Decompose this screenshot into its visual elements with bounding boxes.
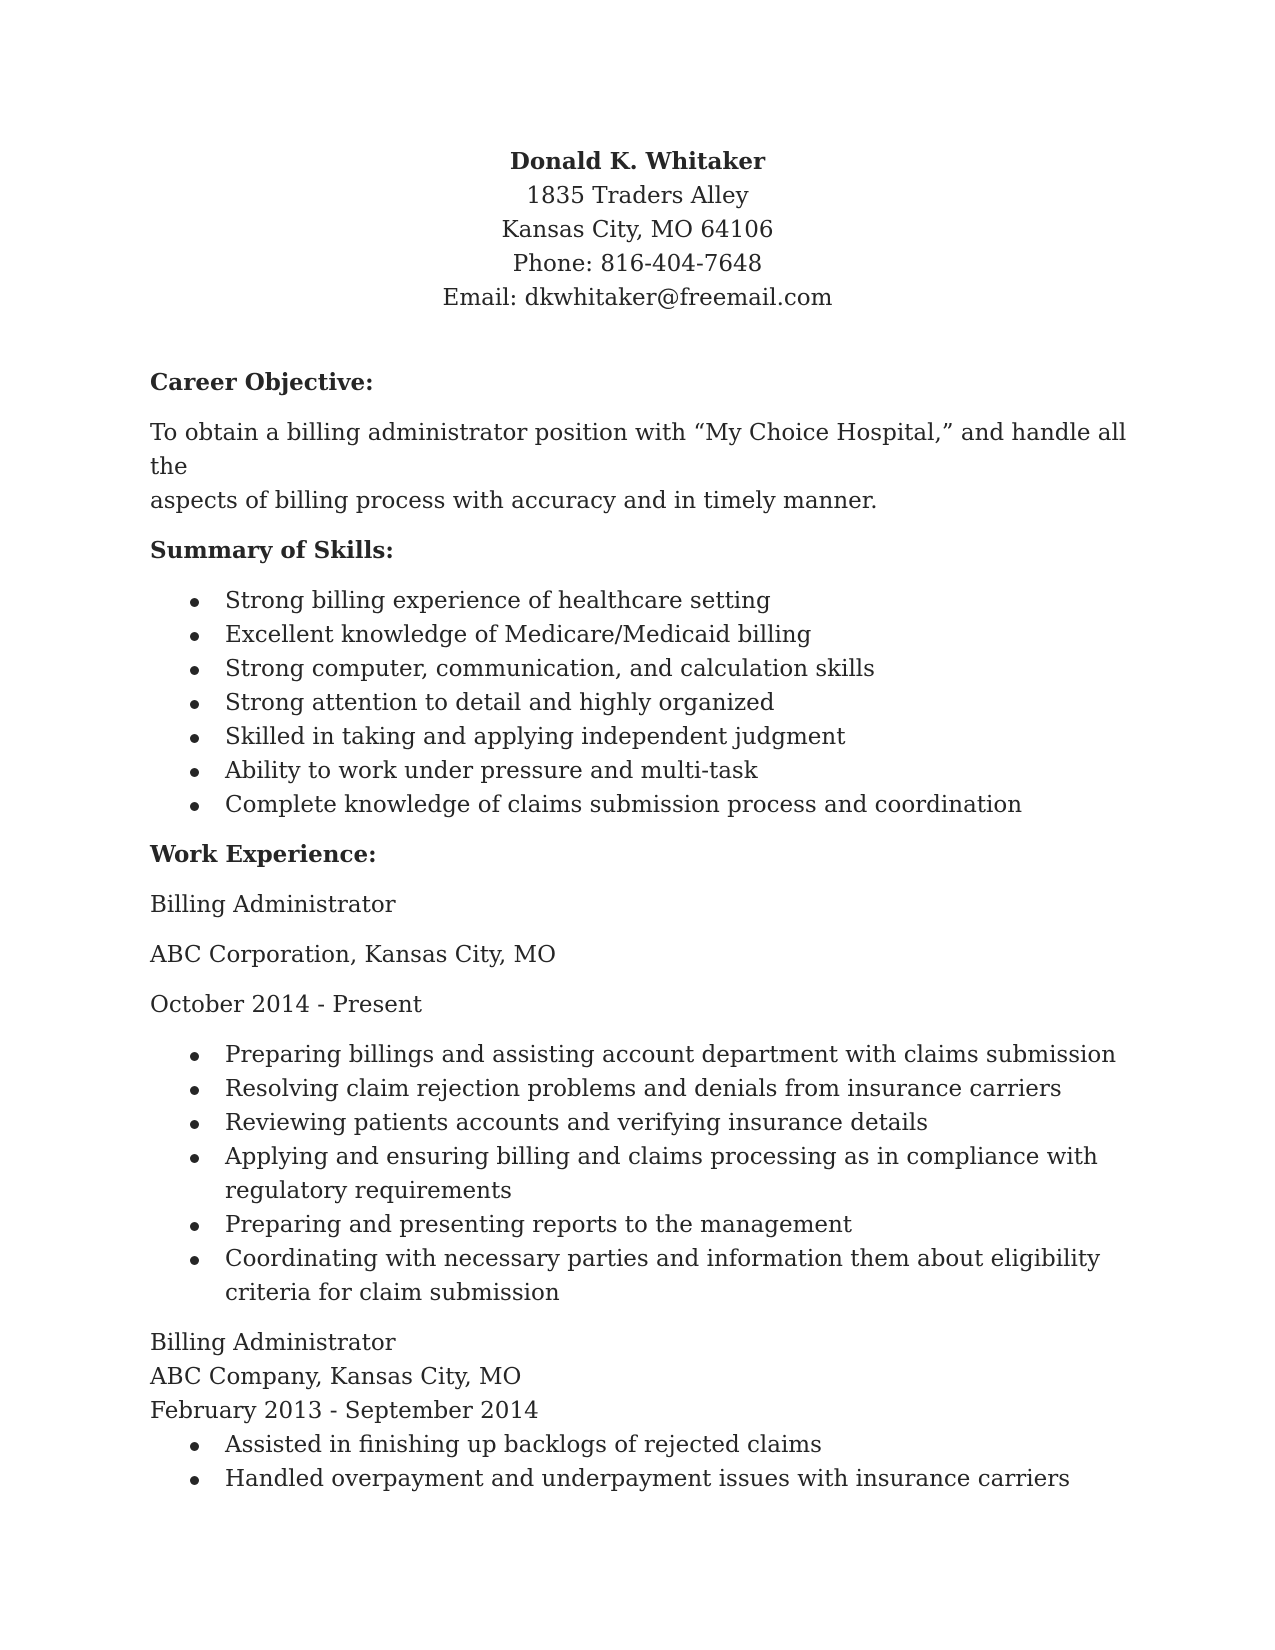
list-item: Assisted in finishing up backlogs of rejected claims: [150, 1428, 1130, 1462]
job-1-role: Billing Administrator: [150, 892, 396, 918]
bullet-icon: [190, 666, 199, 675]
bullet-icon: [190, 1222, 199, 1231]
skills-heading: Summary of Skills:: [150, 537, 394, 564]
contact-header: [0, 145, 1275, 315]
list-item: Applying and ensuring billing and claims processing as in compliance with regulatory requirements: [150, 1140, 1130, 1208]
career-objective-heading: Career Objective:: [150, 369, 374, 396]
list-item: Complete knowledge of claims submission process and coordination: [150, 788, 1130, 822]
bullet-icon: [190, 1442, 199, 1451]
list-item: Coordinating with necessary parties and information them about eligibility criteria for claim submission: [150, 1242, 1130, 1310]
bullet-icon: [190, 734, 199, 743]
job-2-dates: February 2013 - September 2014: [150, 1398, 539, 1424]
list-item: Resolving claim rejection problems and denials from insurance carriers: [150, 1072, 1130, 1106]
bullet-icon: [190, 598, 199, 607]
bullet-icon: [190, 1256, 199, 1265]
list-item: Ability to work under pressure and multi-task: [150, 754, 1130, 788]
list-item: Reviewing patients accounts and verifying insurance details: [150, 1106, 1130, 1140]
list-item: Strong billing experience of healthcare setting: [150, 584, 1130, 618]
career-objective-line-1: To obtain a billing administrator position with “My Choice Hospital,” and handle all the: [150, 420, 1127, 480]
applicant-name: Donald K. Whitaker: [509, 148, 766, 175]
phone-number: Phone: 816-404-7648: [512, 251, 763, 277]
resume-body: [150, 366, 1130, 1496]
list-item: Strong computer, communication, and calculation skills: [150, 652, 1130, 686]
bullet-icon: [190, 632, 199, 641]
list-item: Preparing billings and assisting account department with claims submission: [150, 1038, 1130, 1072]
bullet-icon: [190, 700, 199, 709]
list-item: Excellent knowledge of Medicare/Medicaid billing: [150, 618, 1130, 652]
list-item: Skilled in taking and applying independent judgment: [150, 720, 1130, 754]
job-2-role: Billing Administrator: [150, 1330, 396, 1356]
bullet-icon: [190, 802, 199, 811]
bullet-icon: [190, 1120, 199, 1129]
bullet-icon: [190, 768, 199, 777]
list-item: Strong attention to detail and highly organized: [150, 686, 1130, 720]
work-experience-heading: Work Experience:: [150, 841, 377, 868]
job-1-duties: [150, 1038, 1130, 1310]
job-1-dates: October 2014 - Present: [150, 992, 422, 1018]
address-line-2: Kansas City, MO 64106: [501, 217, 774, 243]
job-2-company: ABC Company, Kansas City, MO: [150, 1364, 522, 1390]
job-1-company: ABC Corporation, Kansas City, MO: [150, 942, 556, 968]
bullet-icon: [190, 1476, 199, 1485]
address-line-1: 1835 Traders Alley: [526, 183, 749, 209]
list-item: Preparing and presenting reports to the management: [150, 1208, 1130, 1242]
skills-list: [150, 584, 1130, 822]
email-address: Email: dkwhitaker@freemail.com: [442, 285, 833, 311]
career-objective-line-2: aspects of billing process with accuracy and in timely manner.: [150, 488, 878, 514]
job-2-duties: [150, 1428, 1130, 1496]
bullet-icon: [190, 1154, 199, 1163]
bullet-icon: [190, 1086, 199, 1095]
bullet-icon: [190, 1052, 199, 1061]
list-item: Handled overpayment and underpayment issues with insurance carriers: [150, 1462, 1130, 1496]
